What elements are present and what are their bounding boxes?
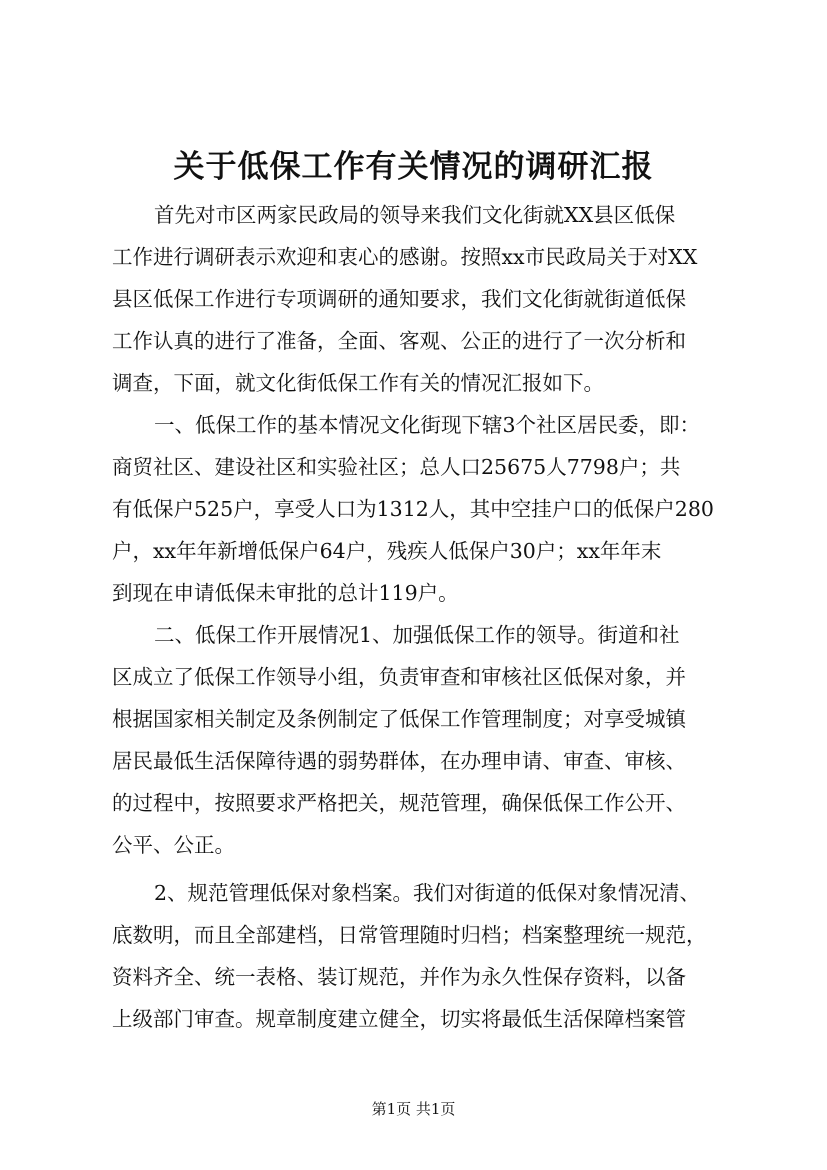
document-title: 关于低保工作有关情况的调研汇报 [173, 149, 654, 185]
page-footer: 第1页 共1页 [371, 1100, 456, 1118]
paragraph-line: 工作进行调研表示欢迎和衷心的感谢。按照xx市民政局关于对XX [112, 245, 698, 269]
paragraph-line: 公平、公正。 [112, 833, 235, 857]
paragraph-line: 区成立了低保工作领导小组，负责审查和审核社区低保对象，并 [112, 665, 686, 689]
paragraph-line: 居民最低生活保障待遇的弱势群体，在办理申请、审查、审核、 [112, 749, 686, 773]
paragraph-line: 底数明，而且全部建档，日常管理随时归档；档案整理统一规范， [112, 923, 707, 947]
paragraph-line: 一、低保工作的基本情况文化街现下辖3个社区居民委，即： [154, 413, 701, 437]
paragraph-line: 的过程中，按照要求严格把关，规范管理，确保低保工作公开、 [112, 791, 686, 815]
paragraph-line: 二、低保工作开展情况1、加强低保工作的领导。街道和社 [154, 623, 680, 647]
paragraph-line: 县区低保工作进行专项调研的通知要求，我们文化街就街道低保 [112, 287, 686, 311]
paragraph-line: 根据国家相关制定及条例制定了低保工作管理制度；对享受城镇 [112, 707, 686, 731]
paragraph-line: 2、规范管理低保对象档案。我们对街道的低保对象情况清、 [154, 881, 701, 905]
document-body [112, 194, 742, 1040]
paragraph-line: 工作认真的进行了准备，全面、客观、公正的进行了一次分析和 [112, 329, 686, 353]
paragraph-line: 到现在申请低保未审批的总计119户。 [112, 581, 459, 605]
paragraph-line: 商贸社区、建设社区和实验社区；总人口25675人7798户；共 [112, 455, 681, 479]
paragraph-line: 首先对市区两家民政局的领导来我们文化街就XX县区低保 [154, 203, 676, 227]
paragraph-line: 户，xx年年新增低保户64户，残疾人低保户30户；xx年年末 [112, 539, 662, 563]
paragraph-line: 资料齐全、统一表格、装订规范，并作为永久性保存资料，以备 [112, 965, 686, 989]
paragraph-line: 有低保户525户，享受人口为1312人，其中空挂户口的低保户280 [112, 497, 714, 521]
paragraph-line: 上级部门审查。规章制度建立健全，切实将最低生活保障档案管 [112, 1007, 686, 1031]
paragraph-line: 调查，下面，就文化街低保工作有关的情况汇报如下。 [112, 371, 604, 395]
